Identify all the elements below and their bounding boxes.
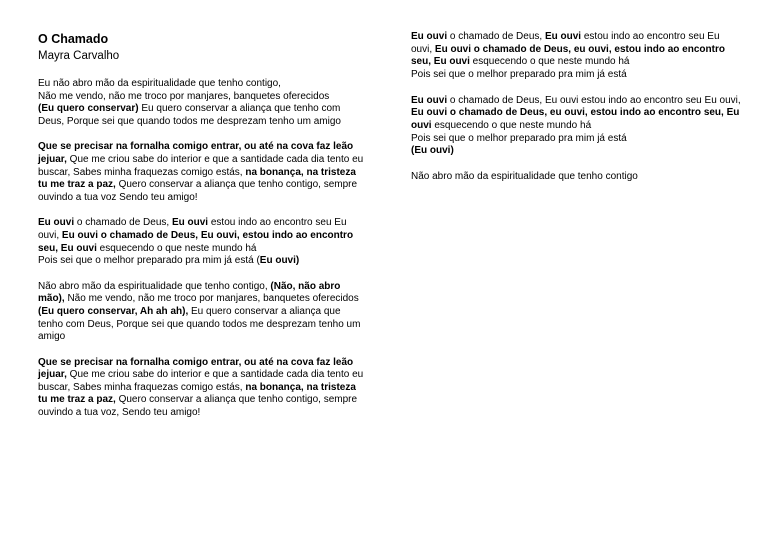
lyric-text-bold: Eu ouvi <box>544 31 582 42</box>
lyric-text-bold: Que se precisar na fornalha comigo entrar, ou até na cova faz leão jejuar, <box>38 356 354 381</box>
lyric-text: Eu quero conservar a aliança que tenho com Deus, Porque sei que quando todos me desprezam tenho um amigo <box>38 103 341 127</box>
lyric-paragraph <box>411 95 741 158</box>
lyric-text: Não abro mão da espiritualidade que tenho contigo, <box>38 280 271 292</box>
lyric-text-bold: (Eu ouvi) <box>411 145 454 157</box>
lyric-text: estou indo ao encontro seu Eu ouvi, <box>38 217 347 241</box>
lyric-text: esquecendo o que neste mundo há <box>96 242 257 254</box>
lyric-text: Pois sei que o melhor preparado pra mim já está <box>411 132 627 144</box>
right-lyrics <box>411 31 741 184</box>
lyric-text-bold: Eu ouvi o chamado de Deus, eu ouvi, estou indo ao encontro seu, Eu ouvi <box>411 107 740 132</box>
lyric-text-bold: na bonança, na tristeza tu me traz a paz, <box>38 381 356 406</box>
lyric-paragraph <box>38 357 368 420</box>
lyric-text: Quero conservar a aliança que tenho contigo, sempre ouvindo a tua voz Sendo teu amigo! <box>38 179 358 203</box>
right-column <box>411 31 741 197</box>
lyric-text-bold: (Eu quero conservar, Ah ah ah), <box>38 305 189 317</box>
lyric-text: o chamado de Deus, <box>447 31 545 42</box>
lyric-paragraph <box>38 281 368 344</box>
left-column <box>38 32 368 433</box>
lyric-text-bold: Eu ouvi) <box>259 255 300 267</box>
lyric-paragraph <box>38 217 368 267</box>
lyric-text-bold: Eu ouvi o chamado de Deus, Eu ouvi, estou indo ao encontro seu, Eu ouvi <box>38 229 354 254</box>
lyric-text: Não me vendo, não me troco por manjares, banquetes oferecidos <box>38 90 330 102</box>
lyric-text-bold: Que se precisar na fornalha comigo entrar, ou até na cova faz leão jejuar, <box>38 141 354 165</box>
lyric-text: Eu não abro mão da espiritualidade que tenho contigo, <box>38 78 281 89</box>
lyric-text: Quero conservar a aliança que tenho contigo, sempre ouvindo a tua voz, Sendo teu amigo! <box>38 394 358 419</box>
lyric-text-bold: Eu ouvi <box>38 217 75 229</box>
lyric-text: Não abro mão da espiritualidade que tenho contigo <box>411 171 638 183</box>
lyric-text: esquecendo o que neste mundo há <box>431 120 592 132</box>
lyric-text: Pois sei que o melhor preparado pra mim já está ( <box>38 255 260 267</box>
lyric-text: Eu quero conservar a aliança que tenho com Deus, Porque sei que quando todos me desprezam tenho um amigo <box>38 305 361 343</box>
song-author: Mayra Carvalho <box>38 50 120 62</box>
left-lyrics <box>38 78 368 420</box>
lyric-paragraph <box>38 141 368 204</box>
lyric-text-bold: Eu ouvi <box>411 94 448 106</box>
lyric-text-bold: (Eu quero conservar) <box>38 103 139 115</box>
lyric-text: o chamado de Deus, Eu ouvi estou indo ao encontro seu Eu ouvi, <box>447 94 741 106</box>
lyric-paragraph <box>411 31 741 81</box>
lyric-text: o chamado de Deus, <box>74 217 172 229</box>
lyric-text-bold: Eu ouvi <box>411 31 448 42</box>
lyric-paragraph <box>411 171 741 184</box>
lyric-text-bold: (Não, não abro mão), <box>38 280 341 305</box>
lyric-text: Que me criou sabe do interior e que a santidade cada dia tento eu buscar, Sabes minha fraquezas comigo estás, <box>38 153 364 178</box>
lyric-text-bold: na bonança, na tristeza tu me traz a paz, <box>38 166 356 191</box>
lyric-text: esquecendo o que neste mundo há <box>469 56 630 68</box>
lyric-text-bold: Eu ouvi <box>171 217 209 229</box>
lyric-text: estou indo ao encontro seu Eu ouvi, <box>411 31 720 55</box>
lyric-paragraph <box>38 78 368 128</box>
lyric-text-bold: Eu ouvi o chamado de Deus, eu ouvi, estou indo ao encontro seu, Eu ouvi <box>411 43 725 68</box>
song-title: O Chamado <box>38 32 109 46</box>
lyric-text: Não me vendo, não me troco por manjares, banquetes oferecidos <box>64 293 359 305</box>
lyric-text: Que me criou sabe do interior e que a santidade cada dia tento eu buscar, Sabes minha fraquezas comigo estás, <box>38 369 364 393</box>
lyric-text: Pois sei que o melhor preparado pra mim já está <box>411 68 627 80</box>
